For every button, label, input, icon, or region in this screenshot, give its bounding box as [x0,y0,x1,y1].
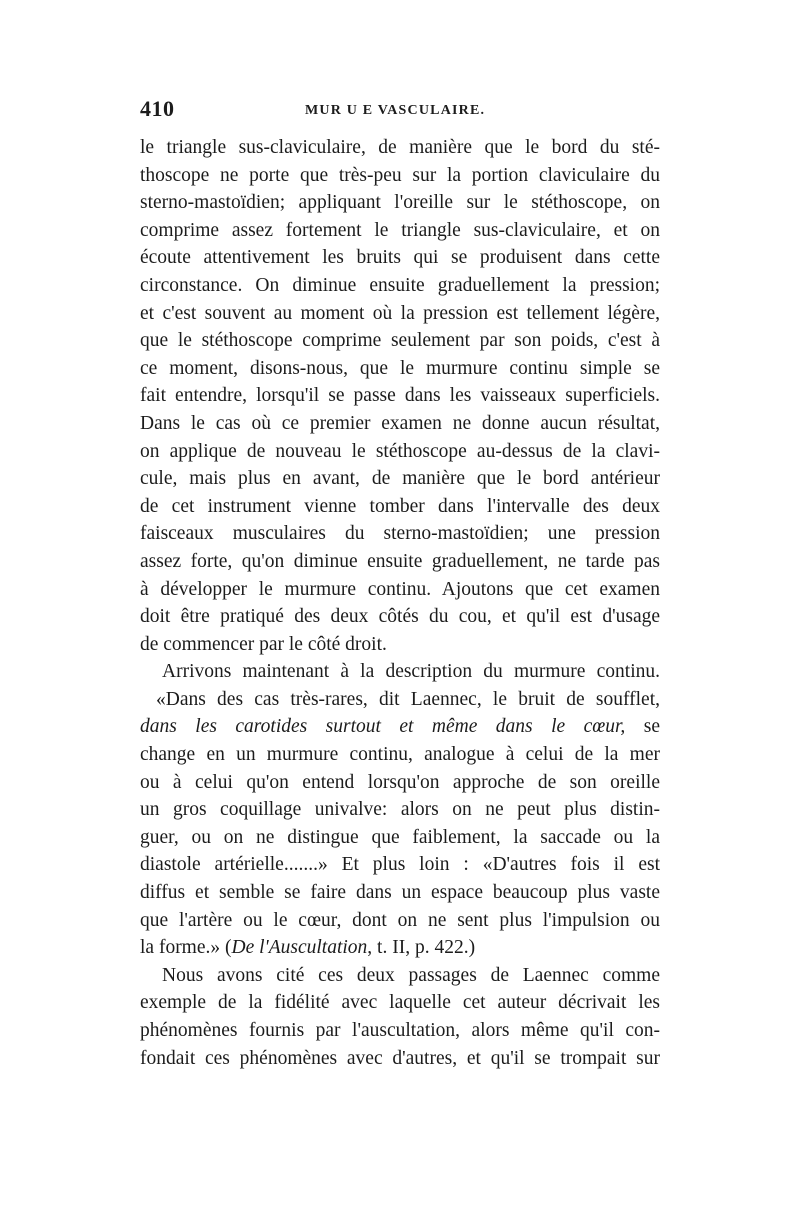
text-line: et c'est souvent au moment où la pression est tellement légère, [140,302,660,324]
italic-phrase: dans les carotides surtout et même dans le cœur, [140,716,626,738]
text-line: sterno-mastoïdien; appliquant l'oreille sur le stéthoscope, on [140,192,660,214]
text-line: fait entendre, lorsqu'il se passe dans les vaisseaux superficiels. [140,385,660,407]
text-line: comprime assez fortement le triangle sus-claviculaire, et on [140,219,660,241]
page-number: 410 [140,96,175,121]
text-line: guer, ou on ne distingue que faiblement, la saccade ou la [140,826,660,848]
text-run: se [625,716,660,738]
text-run: la forme.» ( [140,937,232,959]
text-line: de commencer par le côté droit. [140,633,387,655]
text-line: change en un murmure continu, analogue à celui de la mer [140,744,660,766]
text-line: que l'artère ou le cœur, dont on ne sent plus l'impulsion ou [140,909,660,931]
text-line: écoute attentivement les bruits qui se produisent dans cette [140,247,660,269]
text-line: cule, mais plus en avant, de manière que le bord antérieur [140,468,660,490]
text-line: de cet instrument vienne tomber dans l'intervalle des deux [140,495,660,517]
text-line: diffus et semble se faire dans un espace beaucoup plus vaste [140,882,660,904]
text-line: circonstance. On diminue ensuite graduellement la pression; [140,274,660,296]
paragraph-first-line: Arrivons maintenant à la description du murmure continu. [162,661,660,683]
text-line: un gros coquillage univalve: alors on ne peut plus distin- [140,799,660,821]
citation-line [140,934,660,962]
text-line: phénomènes fournis par l'auscultation, alors même qu'il con- [140,1020,660,1041]
citation-title: De l'Auscultation [231,937,368,959]
text-line: thoscope ne porte que très-peu sur la portion claviculaire du [140,164,660,186]
text-line: ou à celui qu'on entend lorsqu'on approche de son oreille [140,771,660,793]
text-line: diastole artérielle.......» Et plus loin : «D'autres fois il est [140,854,660,876]
body-text [140,134,660,1072]
text-line: fondait ces phénomènes avec d'autres, et qu'il se trompait sur [140,1047,660,1069]
text-line: doit être pratiqué des deux côtés du cou, et qu'il est d'usage [140,606,660,628]
text-line: Dans le cas où ce premier examen ne donne aucun résultat, [140,412,660,434]
text-line: ce moment, disons-nous, que le murmure continu simple se [140,357,660,379]
page-header [140,96,660,126]
quote-first-line: «Dans des cas très-rares, dit Laennec, le bruit de soufflet, [156,688,660,710]
text-line: faisceaux musculaires du sterno-mastoïdien; une pression [140,523,660,545]
text-line: exemple de la fidélité avec laquelle cet auteur décrivait les [140,992,660,1014]
text-run: , t. II, p. 422.) [367,937,476,959]
text-line: que le stéthoscope comprime seulement par son poids, c'est à [140,330,660,352]
text-line [140,713,660,741]
text-line: on applique de nouveau le stéthoscope au-dessus de la clavi- [140,440,660,462]
text-line: à développer le murmure continu. Ajoutons que cet examen [140,578,660,600]
paragraph-first-line: Nous avons cité ces deux passages de Laennec comme [162,964,660,986]
text-line: le triangle sus-claviculaire, de manière que le bord du sté- [140,137,660,158]
running-head: MUR U E VASCULAIRE. [305,103,486,118]
text-line: assez forte, qu'on diminue ensuite graduellement, ne tarde pas [140,550,660,572]
